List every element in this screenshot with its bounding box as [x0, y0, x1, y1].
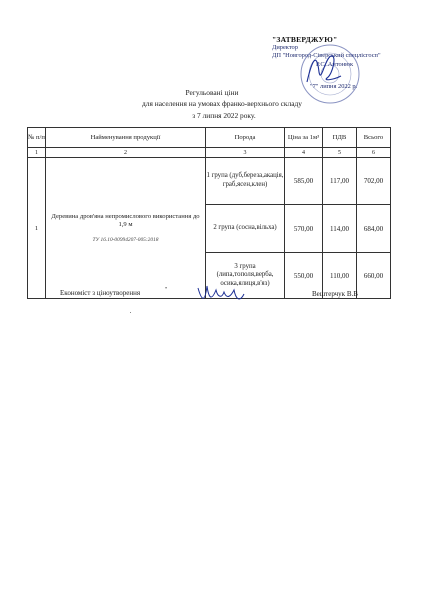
row-number: 1 [28, 158, 46, 299]
header-product: Найменування продукції [46, 128, 206, 148]
column-numbers-row [28, 148, 391, 158]
col-number: 4 [285, 148, 323, 158]
table-row [28, 158, 391, 205]
vat-value: 117,00 [323, 158, 357, 205]
col-number: 1 [28, 148, 46, 158]
price-value: 585,00 [285, 158, 323, 205]
species-group: 1 група (дуб,береза,акація, граб,ясен,клен) [206, 158, 285, 205]
doc-title: Регульовані ціни [185, 88, 239, 97]
doc-subtitle: для населення на умовах франко-верхнього складу [142, 99, 302, 108]
approval-director: Директор [272, 44, 298, 52]
price-table [27, 127, 391, 299]
vat-value: 110,00 [323, 253, 357, 299]
vat-value: 114,00 [323, 205, 357, 253]
approval-heading: "ЗАТВЕРДЖУЮ" [272, 35, 338, 44]
product-standard: ТУ 16.10-00994207-005:2018 [92, 237, 159, 244]
header-num: № п/п [28, 128, 46, 148]
table-header-row [28, 128, 391, 148]
species-group: 2 група (сосна,вільха) [206, 205, 285, 253]
approval-company: ДП "Новгород-Сіверський спецлісгосп" [272, 52, 381, 60]
mark-dot: • [165, 286, 168, 292]
doc-effective-date: з 7 липня 2022 року. [192, 111, 256, 120]
price-value: 550,00 [285, 253, 323, 299]
header-price: Ціна за 1м³ [285, 128, 323, 148]
economist-signature [196, 280, 246, 304]
economist-name: Вештерчук В.В [312, 290, 358, 298]
total-value: 684,00 [357, 205, 391, 253]
total-value: 702,00 [357, 158, 391, 205]
header-total: Всього [357, 128, 391, 148]
approval-signer: Р.С. Антонюк [316, 60, 354, 68]
col-number: 2 [46, 148, 206, 158]
col-number: 3 [206, 148, 285, 158]
header-vat: ПДВ [323, 128, 357, 148]
director-signature [303, 52, 343, 86]
col-number: 5 [323, 148, 357, 158]
header-species: Порода [206, 128, 285, 148]
economist-role: Економіст з ціноутворення [60, 289, 141, 297]
species-group: 3 група (липа,тополя,верба, осика,ялиця,в'яз) [206, 253, 285, 299]
mark-dot [130, 312, 131, 313]
total-value: 660,00 [357, 253, 391, 299]
product-name: Деревина дров'яна непромислового використання до 1,9 м [51, 212, 200, 228]
price-value: 570,00 [285, 205, 323, 253]
col-number: 6 [357, 148, 391, 158]
approval-date: "7" липня 2022 р. [310, 83, 358, 90]
product-cell [46, 158, 206, 299]
